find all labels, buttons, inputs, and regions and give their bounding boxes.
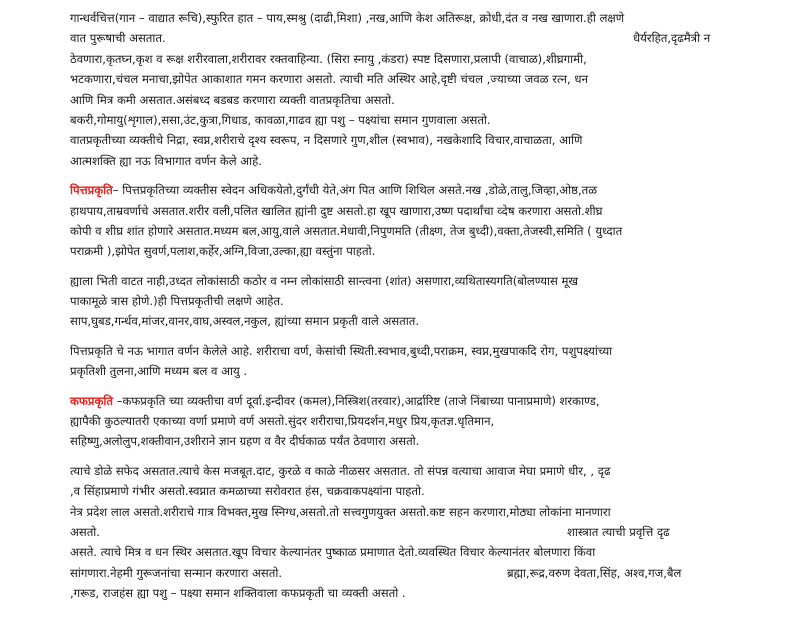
text-line: वातप्रकृतीच्या व्यक्तीचे निद्रा, स्वप्न,शरीराचे दृश्य स्वरूप, न दिसणारे गुण,शील (स्वभाव), नखकेशादि विचार,वाचाळता, आणि [70,133,583,148]
text-line [70,522,808,542]
text-fragment: असतो. [70,524,100,539]
pitta-section [70,180,808,382]
text-fragment: ब्रह्मा,रूद्र,वरुण देवता,सिंह, अश्व,गज,बैल [507,565,682,580]
text-line: साप,घुबड,गर्न्धव,मांजर,वानर,वाघ,अस्वल,नकुल, ह्यांच्या समान प्रकृती वाले असतात. [70,314,420,329]
text-line: नेत्र प्रदेश लाल असतो.शरीराचे गात्र विभक्त,मुख स्निग्ध,असतो.तो सत्त्वगुणयुक्त असतो.कष्ट सहन करणारा,मोठ्या लोकांना मानणारा [70,504,611,519]
text-line [70,28,808,48]
text-line [70,391,808,411]
kapha-heading: कफप्रकृति [70,393,113,408]
paragraph-gap [70,262,808,271]
text-fragment: शास्त्रात त्याची प्रवृत्ति दृढ [567,524,670,539]
text-line: पित्तप्रकृति चे नऊ भागात वर्णन केलेले आहे. शरीराचा वर्ण, केसांची स्थिती.स्वभाव,बुध्दी,पराक्रम, स्वप्न,मुखपाकदि रोग, पशुपक्ष्यांच्या [70,343,613,358]
paragraph-gap [70,382,808,391]
text-line: ह्यापैकी कुठल्यातरी एकाच्या वर्णा प्रमाणे वर्ण असतो.सुंदर शरीराचा,प्रियदर्शन,मधुर प्रिय,कृतज्ञ.धृतिमान, [70,414,495,429]
paragraph-gap [70,332,808,341]
text-fragment: धैर्यरहित,दृढमैत्री न [633,31,711,46]
text-line [70,180,808,200]
text-line: हाथपाय,ताम्रवर्णाचे असतात.शरीर वली,पलित खालित ह्यांनी दुष्ट असतो.हा खूप खाणारा,उष्ण पदार्थांचा व्देष करणारा असतो.शीघ्र [70,203,603,218]
text-fragment: –कफप्रकृति च्या व्यक्तीचा वर्ण दूर्वा.इन्दीवर (कमल),निस्त्रिश(तरवार),आर्द्रारिष्ट (ताजे निंबाच्या पानाप्रमाणे) शरकाण्ड, [112,393,600,408]
text-line: गान्धर्वचित्त(गान – वाद्यात रूचि),स्फुरित हात – पाय,स्मश्रु (दाढी,मिशा) ,नख,आणि केश अतिरूक्ष, क्रोधी,दंत व नख खाणारा.ही लक्षणे [70,11,625,25]
text-line: त्याचे डोळे सफेद असतात.त्याचे केस मजबूत.दाट, कुरळे व काळे नीळसर असतात. तो संपन्न वत्याचा आवाज मेघा प्रमाणे धीर, , दृढ [70,463,611,478]
document-body [70,8,808,604]
kapha-section [70,391,808,604]
text-line: कोपी व शीघ्र शांत होणारे असतात.मध्यम बल,आयु,वाले असतात.मेधावी,निपुणमति (तीक्ष्ण, तेज बुध्दी),वक्ता,तेजस्वी,समिति ( युध्दात [70,223,623,238]
text-fragment: – पित्तप्रकृतिच्या व्यक्तीस स्वेदन अधिकयेतो,दुर्गंधी येते,अंग पित आणि शिथिल असते.नख ,डोळे,तालु,जिव्हा,ओष्ठ,तळ [112,183,598,198]
text-line: प्रकृतिशी तुलना,आणि मध्यम बल व आयु . [70,364,248,379]
text-line: भटकणारा,चंचल मनाचा,झोपेत आकाशात गमन करणारा असतो. त्याची मति अस्थिर आहे,दृष्टी चंचल ,ज्याच्या जवळ रत्न, धन [70,72,588,87]
text-line: बकरी,गोमायु(शृगाल),ससा,उंट,कुत्रा,गिधाड, कावळा,गाढव ह्या पशु – पक्ष्यांचा समान गुणवाला असतो. [70,112,491,127]
text-line: ठेवणारा,कृतघ्न,कृश व रूक्ष शरीरवाला,शरीरावर रक्तवाहिन्या. (सिरा स्नायु ,कंडरा) स्पष्ट दिसणारा,प्रलापी (वाचाळ),शीघ्रगामी, [70,51,587,66]
text-line: ,व सिंहाप्रमाणे गंभीर असतो.स्वप्नात कमळाच्या सरोवरात हंस, चक्रवाकपक्ष्यांना पाहतो. [70,484,425,499]
text-fragment: वात पुरूषाची असतात. [70,31,166,46]
paragraph-gap [70,452,808,461]
text-line: सहिष्णु,अलोलुप,शक्तीवान,उशीराने ज्ञान ग्रहण व वैर दीर्घकाळ पर्यंत ठेवणारा असतो. [70,434,420,449]
text-line [70,563,808,583]
text-line: पराक्रमी ),झोपेत सुवर्ण,पलाश,कर्हेर,अग्नि,विजा,उल्का,ह्या वस्तुंना पाहतो. [70,244,376,259]
text-fragment: सांगणारा.नेहमी गुरूजनांचा सन्मान करणारा असतो. [70,565,283,580]
pitta-heading: पित्तप्रकृति [70,183,113,198]
paragraph-gap [70,171,808,180]
text-line: असते. त्याचे मित्र व धन स्थिर असतात.खूप विचार केल्यानंतर पुष्काळ प्रमाणात देतो.व्यवस्थित विचार केल्यानंतर बोलणारा किंवा [70,545,596,560]
text-line: ,गरूड, राजहंस ह्या पशु – पक्ष्या समान शक्तिवाला कफप्रकृती चा व्यक्ती असतो . [70,586,406,601]
text-line: ह्याला भिती वाटत नाही,उध्दत लोकांसाठी कठोर व नम्न लोकांसाठी सान्त्वना (शांत) असणारा,व्यथितास्यगति(बोलण्यास मूख [70,273,578,288]
vata-section [70,8,808,171]
text-line: आणि मित्र कमी असतात.असंबध्द बडबड करणारा व्यक्ती वातप्रकृतिचा असतो. [70,92,395,107]
text-line: आत्मशक्ति ह्या नऊ विभागात वर्णन केले आहे. [70,153,262,168]
text-line: पाकामूळे त्रास होणे.)ही पित्तप्रकृतीची लक्षणे आहेत. [70,294,284,309]
